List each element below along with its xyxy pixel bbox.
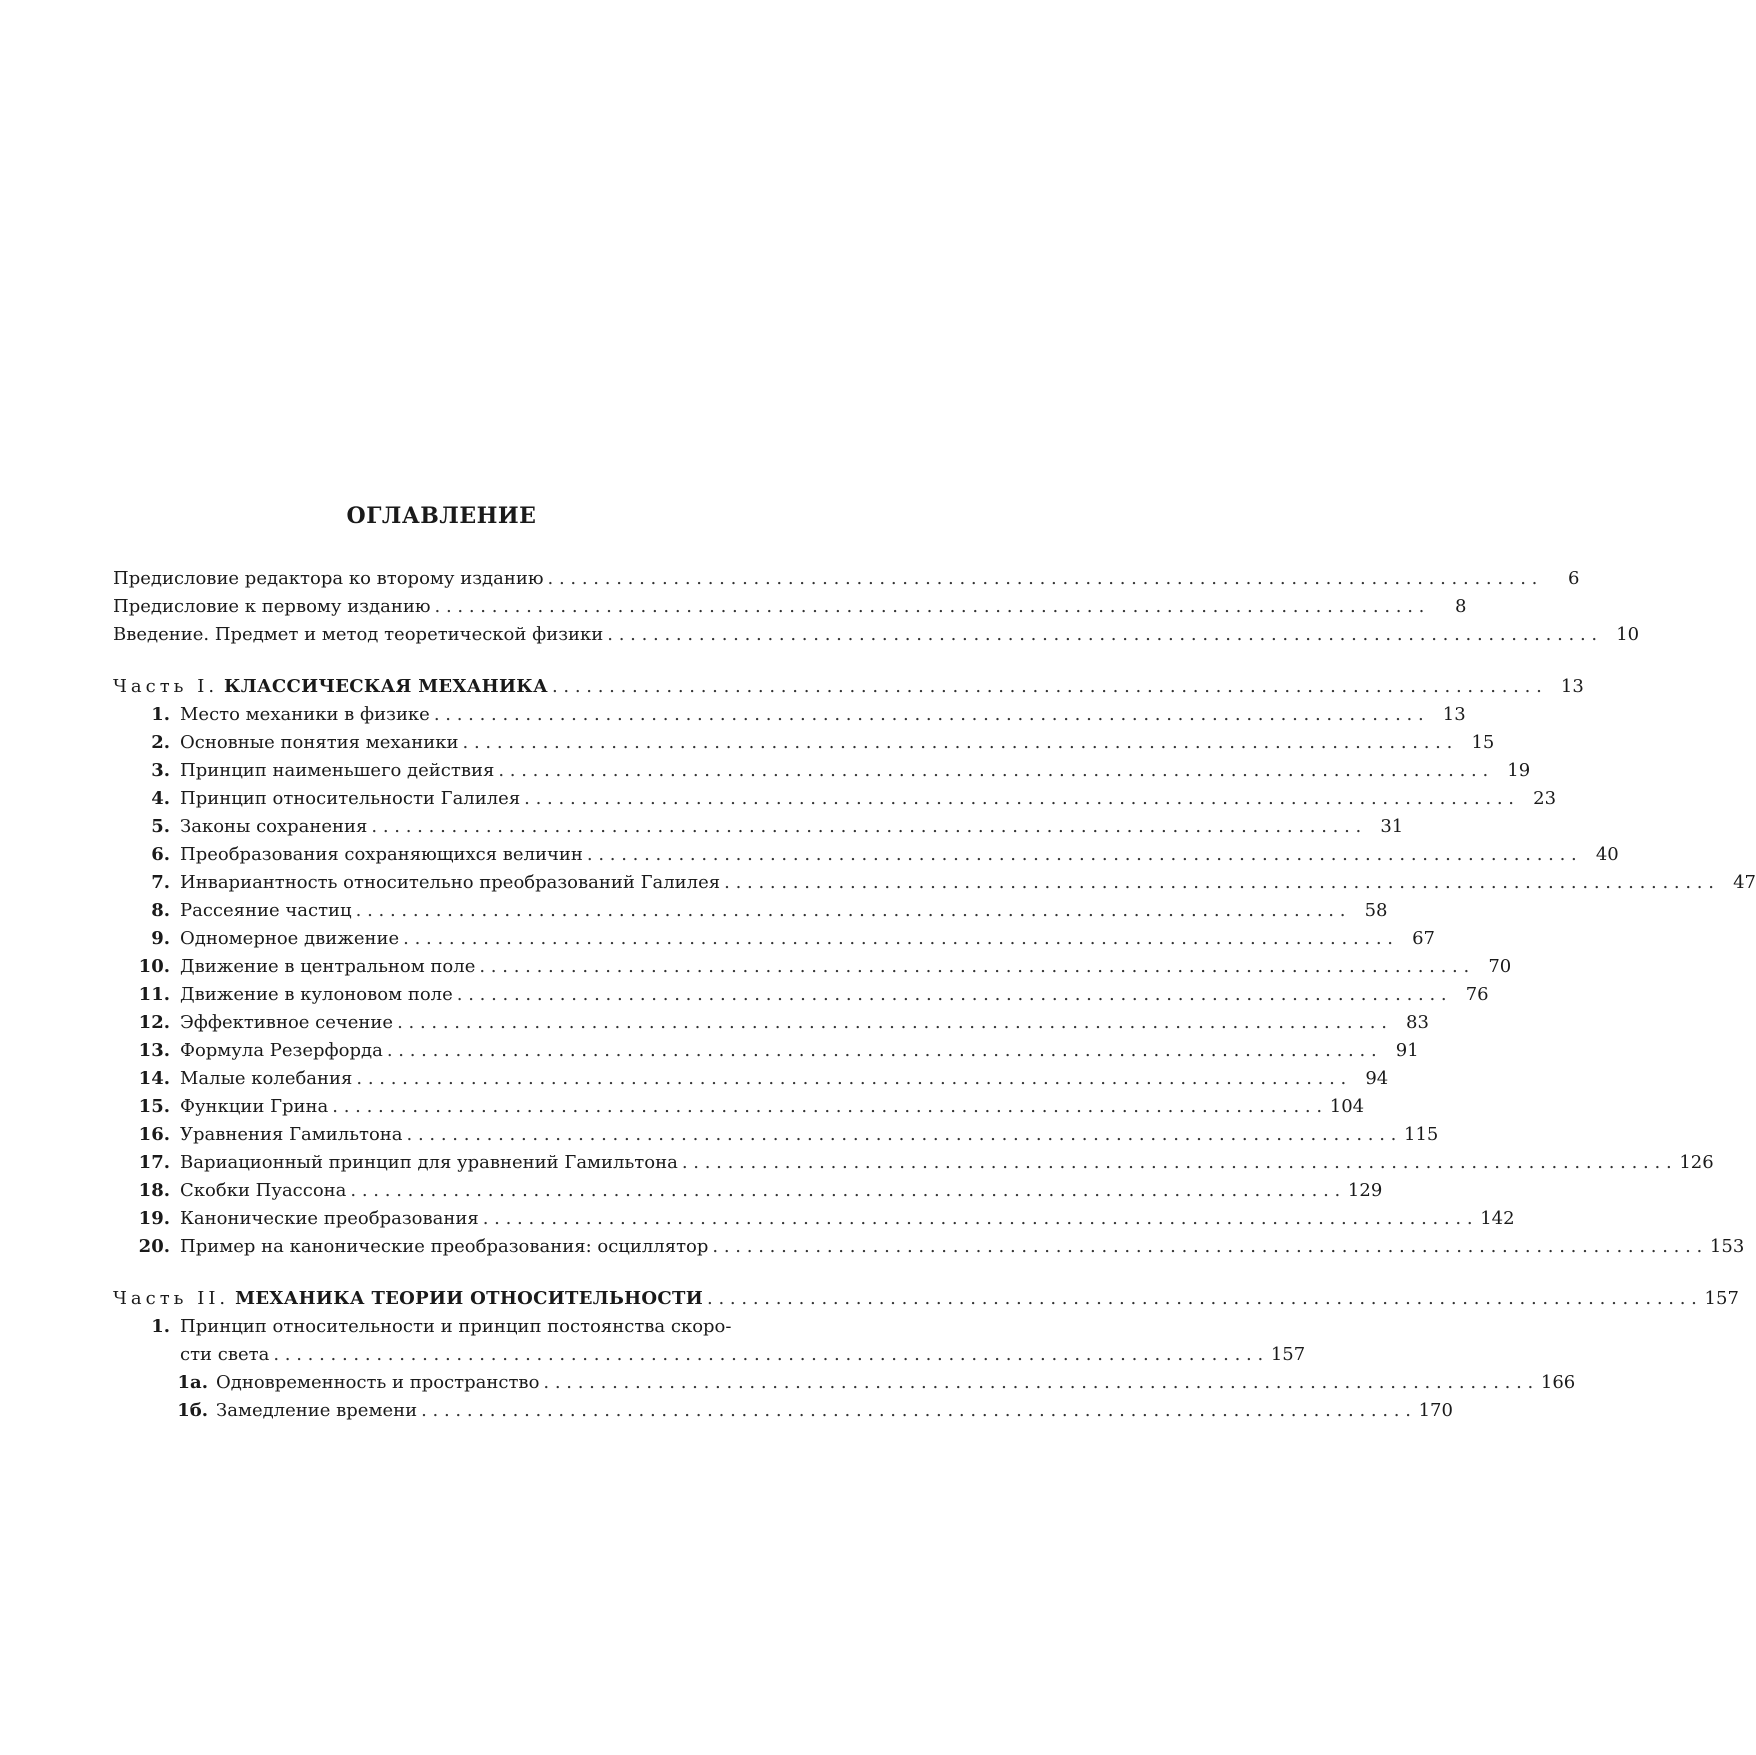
toc-section[interactable] [113, 1009, 1429, 1037]
subsection-number: 1б. [177, 1400, 208, 1421]
table-of-contents [113, 565, 1756, 1425]
section-number: 16. [138, 1124, 170, 1145]
section-number: 20. [138, 1236, 170, 1257]
subsection-number: 1а. [177, 1372, 208, 1393]
part-title: МЕХАНИКА ТЕОРИИ ОТНОСИТЕЛЬНОСТИ [235, 1288, 704, 1309]
toc-section[interactable] [113, 1205, 1515, 1233]
toc-section[interactable] [113, 813, 1404, 841]
toc-section[interactable] [113, 729, 1495, 757]
dot-leader [403, 925, 1393, 953]
section-title-line2: сти света [180, 1344, 270, 1365]
toc-section[interactable] [113, 953, 1512, 981]
toc-entry-preface-second[interactable] [113, 565, 1580, 593]
section-number: 19. [138, 1208, 170, 1229]
toc-section[interactable] [113, 981, 1489, 1009]
part-1-sections [113, 701, 1756, 1261]
section-title: Законы сохранения [180, 816, 368, 837]
toc-section-multiline[interactable] [113, 1313, 770, 1341]
dot-leader [552, 673, 1542, 701]
toc-section[interactable] [113, 841, 1619, 869]
section-title: Принцип наименьшего действия [180, 760, 495, 781]
section-title: Движение в кулоновом поле [180, 984, 453, 1005]
section-page: 91 [1395, 1040, 1419, 1061]
section-number: 8. [151, 900, 170, 921]
toc-section[interactable] [113, 1121, 1439, 1149]
dot-leader [356, 897, 1346, 925]
dot-leader [707, 1285, 1697, 1313]
dot-leader [421, 1397, 1411, 1425]
section-number: 17. [138, 1152, 170, 1173]
section-page: 58 [1364, 900, 1388, 921]
toc-subsection[interactable] [113, 1397, 1453, 1425]
dot-leader [483, 1205, 1473, 1233]
subsection-page: 166 [1540, 1372, 1576, 1393]
toc-entry-text: Введение. Предмет и метод теоретической физики [113, 624, 604, 645]
section-number: 1. [151, 704, 170, 725]
subsection-title: Одновременность и пространство [216, 1372, 540, 1393]
section-number: 10. [138, 956, 170, 977]
section-title-line1: Принцип относительности и принцип постоянства скоро- [180, 1316, 732, 1337]
section-page: 129 [1347, 1180, 1383, 1201]
toc-section[interactable] [113, 1177, 1383, 1205]
toc-entry-page: 6 [1567, 568, 1580, 589]
section-title: Пример на канонические преобразования: осциллятор [180, 1236, 709, 1257]
section-page: 153 [1709, 1236, 1745, 1257]
section-page: 83 [1406, 1012, 1429, 1033]
dot-leader [712, 1233, 1702, 1261]
dot-leader [434, 701, 1424, 729]
section-title: Эффективное сечение [180, 1012, 394, 1033]
section-title: Инвариантность относительно преобразований Галилея [180, 872, 721, 893]
toc-title: ОГЛАВЛЕНИЕ [346, 503, 537, 529]
toc-entry-page: 8 [1454, 596, 1467, 617]
section-number: 4. [151, 788, 170, 809]
toc-section[interactable] [113, 897, 1388, 925]
toc-section[interactable] [113, 925, 1435, 953]
section-page: 70 [1488, 956, 1512, 977]
section-page: 15 [1471, 732, 1495, 753]
toc-section[interactable] [113, 1065, 1389, 1093]
section-number: 2. [151, 732, 170, 753]
dot-leader [587, 841, 1577, 869]
section-number: 13. [138, 1040, 170, 1061]
section-number: 3. [151, 760, 170, 781]
section-number: 18. [138, 1180, 170, 1201]
dot-leader [463, 729, 1453, 757]
toc-section[interactable] [113, 701, 1466, 729]
dot-leader [356, 1065, 1346, 1093]
section-number: 1. [151, 1316, 170, 1337]
section-page: 47 [1733, 872, 1756, 893]
section-number: 6. [151, 844, 170, 865]
section-number: 15. [138, 1096, 170, 1117]
section-title: Место механики в физике [180, 704, 430, 725]
toc-entry-page: 13 [1560, 676, 1584, 697]
toc-entry-text: Предисловие к первому изданию [113, 596, 431, 617]
dot-leader [457, 981, 1447, 1009]
dot-leader [524, 785, 1514, 813]
toc-entry-page: 157 [1704, 1288, 1739, 1309]
section-title: Формула Резерфорда [180, 1040, 383, 1061]
section-page: 142 [1480, 1208, 1515, 1229]
section-page: 115 [1404, 1124, 1439, 1145]
section-page: 19 [1507, 760, 1531, 781]
part-title: КЛАССИЧЕСКАЯ МЕХАНИКА [224, 676, 548, 697]
toc-entry-introduction[interactable] [113, 621, 1640, 649]
section-number: 5. [151, 816, 170, 837]
dot-leader [435, 593, 1425, 621]
toc-entry-preface-first[interactable] [113, 593, 1467, 621]
section-page: 31 [1380, 816, 1404, 837]
dot-leader [682, 1149, 1672, 1177]
section-title: Движение в центральном поле [180, 956, 476, 977]
section-title: Функции Грина [180, 1096, 329, 1117]
section-number: 9. [151, 928, 170, 949]
subsection-page: 170 [1418, 1400, 1453, 1421]
dot-leader [350, 1177, 1340, 1205]
section-number: 14. [138, 1068, 170, 1089]
dot-leader [407, 1121, 1397, 1149]
section-page: 126 [1679, 1152, 1714, 1173]
section-number: 12. [138, 1012, 170, 1033]
section-number: 7. [151, 872, 170, 893]
section-title: Преобразования сохраняющихся величин [180, 844, 583, 865]
toc-section[interactable] [113, 1093, 1365, 1121]
section-title: Рассеяние частиц [180, 900, 352, 921]
section-number: 11. [138, 984, 170, 1005]
section-title: Одномерное движение [180, 928, 400, 949]
section-page: 13 [1442, 704, 1466, 725]
toc-entry-text: Предисловие редактора ко второму изданию [113, 568, 544, 589]
toc-part-2[interactable] [113, 1285, 1739, 1313]
section-title: Канонические преобразования [180, 1208, 479, 1229]
dot-leader [479, 953, 1469, 981]
dot-leader [273, 1341, 1263, 1369]
dot-leader [371, 813, 1361, 841]
dot-leader [548, 565, 1538, 593]
toc-section[interactable] [113, 757, 1531, 785]
section-title: Скобки Пуассона [180, 1180, 347, 1201]
dot-leader [387, 1037, 1377, 1065]
dot-leader [607, 621, 1597, 649]
section-title: Вариационный принцип для уравнений Гамильтона [180, 1152, 678, 1173]
spacer [113, 649, 770, 673]
section-page: 94 [1365, 1068, 1389, 1089]
section-title: Малые колебания [180, 1068, 353, 1089]
section-title: Основные понятия механики [180, 732, 459, 753]
section-page: 104 [1329, 1096, 1365, 1117]
toc-section[interactable] [113, 1233, 1745, 1261]
part-label: Часть I. [113, 676, 219, 697]
toc-subsection[interactable] [113, 1369, 1576, 1397]
toc-section-continuation[interactable] [113, 1341, 1306, 1369]
section-page: 157 [1270, 1344, 1306, 1365]
toc-entry-page: 10 [1616, 624, 1640, 645]
spacer [113, 1261, 770, 1285]
dot-leader [332, 1093, 1322, 1121]
toc-section[interactable] [113, 1037, 1419, 1065]
section-page: 67 [1412, 928, 1435, 949]
toc-section[interactable] [113, 785, 1557, 813]
dot-leader [397, 1009, 1387, 1037]
dot-leader [543, 1369, 1533, 1397]
dot-leader [498, 757, 1488, 785]
section-title: Принцип относительности Галилея [180, 788, 521, 809]
section-page: 23 [1533, 788, 1557, 809]
section-page: 40 [1595, 844, 1619, 865]
toc-section[interactable] [113, 1149, 1714, 1177]
toc-section[interactable] [113, 869, 1756, 897]
toc-part-1[interactable] [113, 673, 1584, 701]
dot-leader [724, 869, 1714, 897]
part-label: Часть II. [113, 1288, 230, 1309]
section-page: 76 [1465, 984, 1489, 1005]
section-title: Уравнения Гамильтона [180, 1124, 403, 1145]
subsection-title: Замедление времени [216, 1400, 418, 1421]
